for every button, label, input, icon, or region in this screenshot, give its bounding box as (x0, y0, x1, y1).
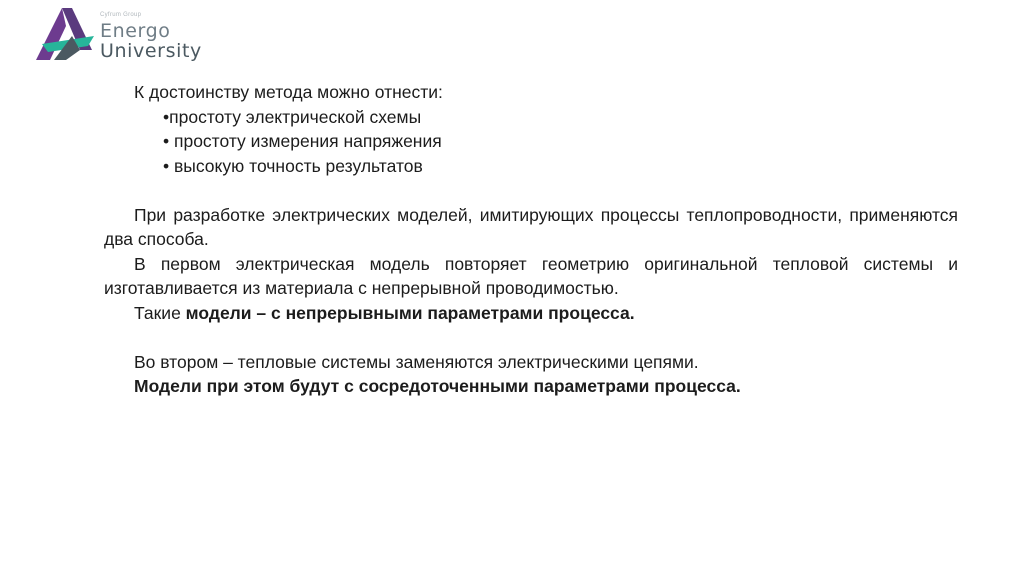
list-item: • высокую точность результатов (163, 155, 423, 176)
spacer (104, 325, 958, 350)
paragraph-lumped-models: Модели при этом будут с сосредоточенными параметрами процесса. (134, 376, 741, 396)
paragraph-second-method: Во втором – тепловые системы заменяются электрическими цепями. (134, 351, 699, 372)
list-item: •простоту электрической схемы (163, 106, 422, 127)
paragraph-bold-text: модели – с непрерывными параметрами процесса. (185, 302, 635, 323)
logo-caption: Cyfrum Group (100, 12, 142, 18)
spacer (104, 178, 958, 203)
logo-wordmark-energo: Energo (100, 20, 171, 42)
triangle-logo-icon (32, 6, 100, 64)
paragraph-continuous-models (104, 301, 958, 326)
advantages-intro: К достоинству метода можно отнести: (134, 82, 443, 102)
paragraph-lead-text: Такие (134, 302, 186, 323)
paragraph-first-method: В первом электрическая модель повторяет геометрию оригинальной тепловой системы и изготавливается из материала с непрерывной проводимостью. (104, 253, 958, 298)
advantages-list (104, 105, 958, 179)
slide-body (104, 80, 958, 399)
energo-university-logo (32, 6, 212, 66)
paragraph-methods: При разработке электрических моделей, имитирующих процессы теплопроводности, применяются два способа. (104, 204, 958, 249)
list-item: • простоту измерения напряжения (163, 131, 442, 151)
logo-wordmark-university: University (100, 40, 202, 62)
